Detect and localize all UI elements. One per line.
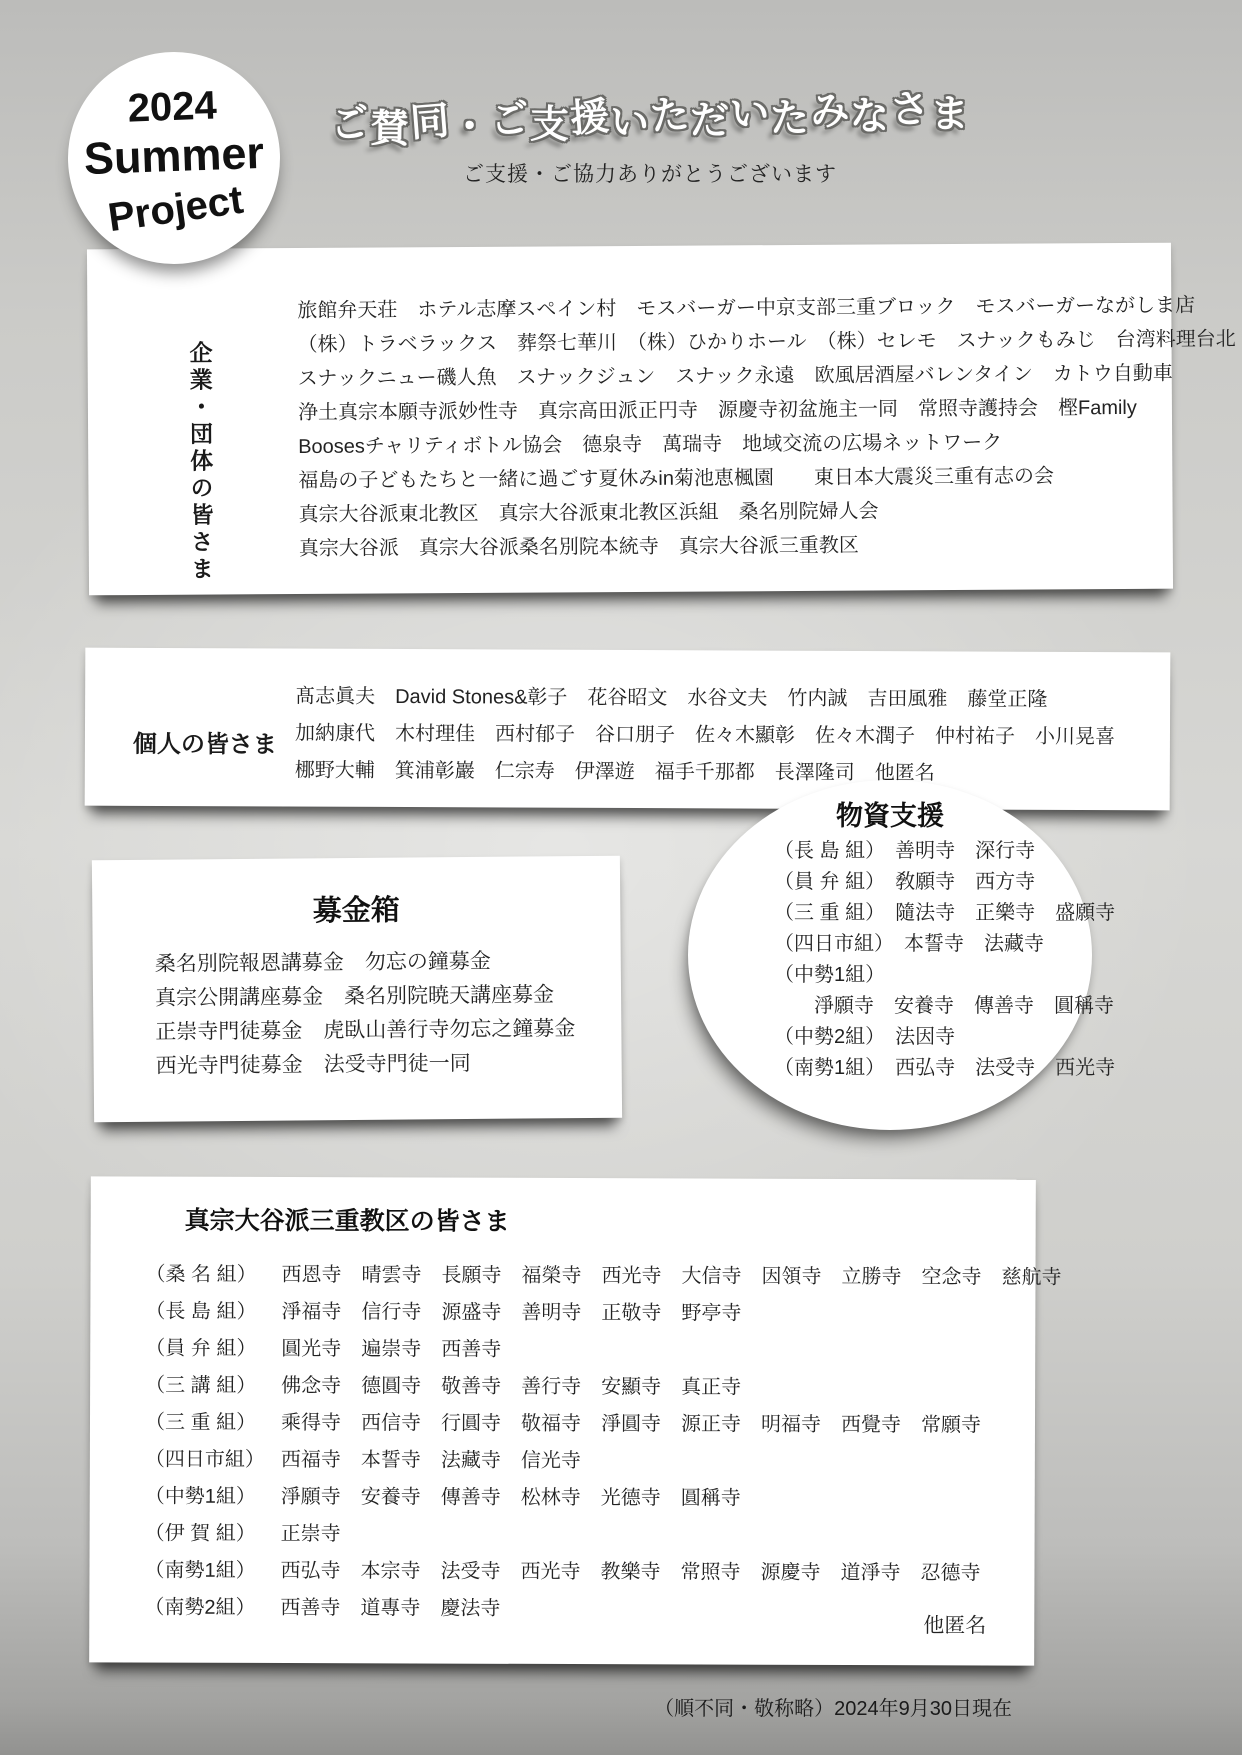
parish-temples: 西善寺 道專寺 慶法寺 bbox=[280, 1597, 501, 1620]
donation-box-title: 募金箱 bbox=[312, 894, 400, 928]
individual-section bbox=[85, 648, 1171, 811]
corporate-name-list bbox=[297, 288, 1237, 566]
parish-temples: 乘得寺 西信寺 行圓寺 敬福寺 淨圓寺 源正寺 明福寺 西覺寺 常願寺 bbox=[280, 1412, 982, 1437]
parish-temples: 淨願寺 安養寺 傳善寺 松林寺 光德寺 圓稱寺 bbox=[280, 1486, 741, 1510]
corporate-line: 旅館弁天荘 ホテル志摩スペイン村 モスバーガー中京支部三重ブロック モスバーガーながしま店 bbox=[297, 294, 1196, 323]
corporate-section-label: 企業・団体の皆さま bbox=[186, 340, 214, 584]
parish-temples: 西弘寺 本宗寺 法受寺 西光寺 教樂寺 常照寺 源慶寺 道淨寺 忍德寺 bbox=[280, 1560, 981, 1585]
parish-section bbox=[89, 1176, 1062, 1665]
parish-group-label: （桑 名 組） bbox=[145, 1263, 257, 1286]
parish-row bbox=[145, 1331, 1061, 1371]
supplies-line: （中勢1組） bbox=[774, 964, 886, 986]
page-subtitle: ご支援・ご協力ありがとうございます bbox=[463, 163, 837, 186]
parish-list bbox=[144, 1257, 1061, 1630]
parish-temples: 淨福寺 信行寺 源盛寺 善明寺 正敬寺 野亭寺 bbox=[281, 1301, 742, 1325]
supplies-list bbox=[774, 836, 1115, 1084]
parish-row bbox=[145, 1368, 1061, 1408]
parish-row bbox=[145, 1405, 1061, 1445]
corporate-line: 浄土真宗本願寺派妙性寺 真宗高田派正円寺 源慶寺初盆施主一同 常照寺護持会 樫Family bbox=[297, 396, 1137, 425]
individual-name-list bbox=[295, 679, 1115, 794]
supplies-line: （員 弁 組） 敎願寺 西方寺 bbox=[774, 871, 1036, 893]
page-title: ご賛同・ご支援いただいたみなさま bbox=[328, 86, 971, 152]
badge-project: Project bbox=[105, 177, 246, 241]
supplies-line: 淨願寺 安養寺 傳善寺 圓稱寺 bbox=[774, 995, 1114, 1017]
donation-line: 真宗公開講座募金 桑名別院暁天講座募金 bbox=[154, 983, 555, 1010]
corporate-line: スナックニュー磯人魚 スナックジュン スナック永遠 欧風居酒屋バレンタイン カトウ自動車 bbox=[297, 362, 1173, 391]
supplies-line: （中勢2組） 法因寺 bbox=[774, 1026, 956, 1048]
donation-box-section bbox=[92, 856, 622, 1123]
individual-section-label: 個人の皆さま bbox=[132, 730, 277, 759]
parish-temples: 西恩寺 晴雲寺 長願寺 福榮寺 西光寺 大信寺 因領寺 立勝寺 空念寺 慈航寺 bbox=[281, 1264, 1062, 1289]
corporate-section bbox=[87, 243, 1236, 596]
parish-row bbox=[145, 1479, 1061, 1519]
footer-note: （順不同・敬称略）2024年9月30日現在 bbox=[654, 1698, 1012, 1720]
supplies-line: （南勢1組） 西弘寺 法受寺 西光寺 bbox=[774, 1057, 1116, 1079]
parish-temples: 正崇寺 bbox=[280, 1523, 341, 1546]
corporate-line: Boosesチャリティボトル協会 德泉寺 萬瑞寺 地域交流の広場ネットワーク bbox=[298, 431, 1003, 459]
badge-summer: Summer bbox=[83, 126, 265, 185]
parish-temples: 西福寺 本誓寺 法藏寺 信光寺 bbox=[280, 1449, 581, 1473]
donation-line: 西光寺門徒募金 法受寺門徒一同 bbox=[155, 1052, 471, 1078]
corporate-line: （株）トラベラックス 葬祭七華川 （株）ひかりホール （株）セレモ スナックもみじ 台湾料理台北 bbox=[297, 328, 1236, 357]
parish-group-label: （員 弁 組） bbox=[145, 1337, 257, 1360]
parish-group-label: （中勢1組） bbox=[144, 1485, 256, 1508]
parish-group-label: （南勢2組） bbox=[144, 1596, 256, 1619]
parish-row bbox=[145, 1294, 1061, 1334]
donation-list bbox=[155, 944, 576, 1084]
individual-line: 梛野大輔 箕浦彰巖 仁宗寿 伊澤遊 福手千那都 長澤隆司 他匿名 bbox=[294, 759, 935, 785]
supplies-line: （三 重 組） 隨法寺 正樂寺 盛願寺 bbox=[774, 902, 1116, 924]
badge-year: 2024 bbox=[126, 83, 218, 131]
parish-group-label: （四日市組） bbox=[144, 1448, 265, 1471]
supplies-line: （四日市組） 本誓寺 法藏寺 bbox=[774, 933, 1044, 955]
corporate-line: 真宗大谷派東北教区 真宗大谷派東北教区浜組 桑名別院婦人会 bbox=[298, 500, 879, 527]
corporate-line: 福島の子どもたちと一緒に過ごす夏休みin菊池恵楓園 東日本大震災三重有志の会 bbox=[298, 465, 1055, 493]
supplies-section bbox=[688, 780, 1116, 1130]
parish-row bbox=[145, 1516, 1061, 1556]
parish-group-label: （伊 賀 組） bbox=[144, 1522, 256, 1545]
parish-group-label: （長 島 組） bbox=[145, 1300, 257, 1323]
donation-line: 正崇寺門徒募金 虎臥山善行寺勿忘之鐘募金 bbox=[155, 1017, 576, 1044]
parish-group-label: （三 講 組） bbox=[145, 1374, 257, 1397]
parish-anonymous-note: 他匿名 bbox=[923, 1614, 987, 1638]
parish-group-label: （南勢1組） bbox=[144, 1559, 256, 1582]
individual-line: 髙志眞夫 David Stones&彰子 花谷昭文 水谷文夫 竹内誠 吉田風雅 藤堂正隆 bbox=[295, 685, 1048, 711]
parish-group-label: （三 重 組） bbox=[144, 1411, 257, 1434]
project-badge bbox=[64, 48, 283, 267]
parish-temples: 佛念寺 德圓寺 敬善寺 善行寺 安顯寺 真正寺 bbox=[281, 1375, 742, 1399]
donation-line: 桑名別院報恩講募金 勿忘の鐘募金 bbox=[154, 949, 491, 976]
parish-title: 真宗大谷派三重教区の皆さま bbox=[184, 1206, 510, 1236]
individual-line: 加納康代 木村理佳 西村郁子 谷口朋子 佐々木顯彰 佐々木潤子 仲村祐子 小川晃喜 bbox=[294, 722, 1116, 749]
parish-temples: 圓光寺 遍崇寺 西善寺 bbox=[281, 1338, 502, 1361]
parish-row bbox=[145, 1257, 1061, 1297]
supplies-title: 物資支援 bbox=[836, 801, 944, 831]
corporate-line: 真宗大谷派 真宗大谷派桑名別院本統寺 真宗大谷派三重教区 bbox=[298, 534, 859, 561]
supplies-line: （長 島 組） 善明寺 深行寺 bbox=[774, 840, 1036, 862]
parish-row bbox=[145, 1442, 1061, 1482]
parish-row bbox=[144, 1553, 1060, 1593]
